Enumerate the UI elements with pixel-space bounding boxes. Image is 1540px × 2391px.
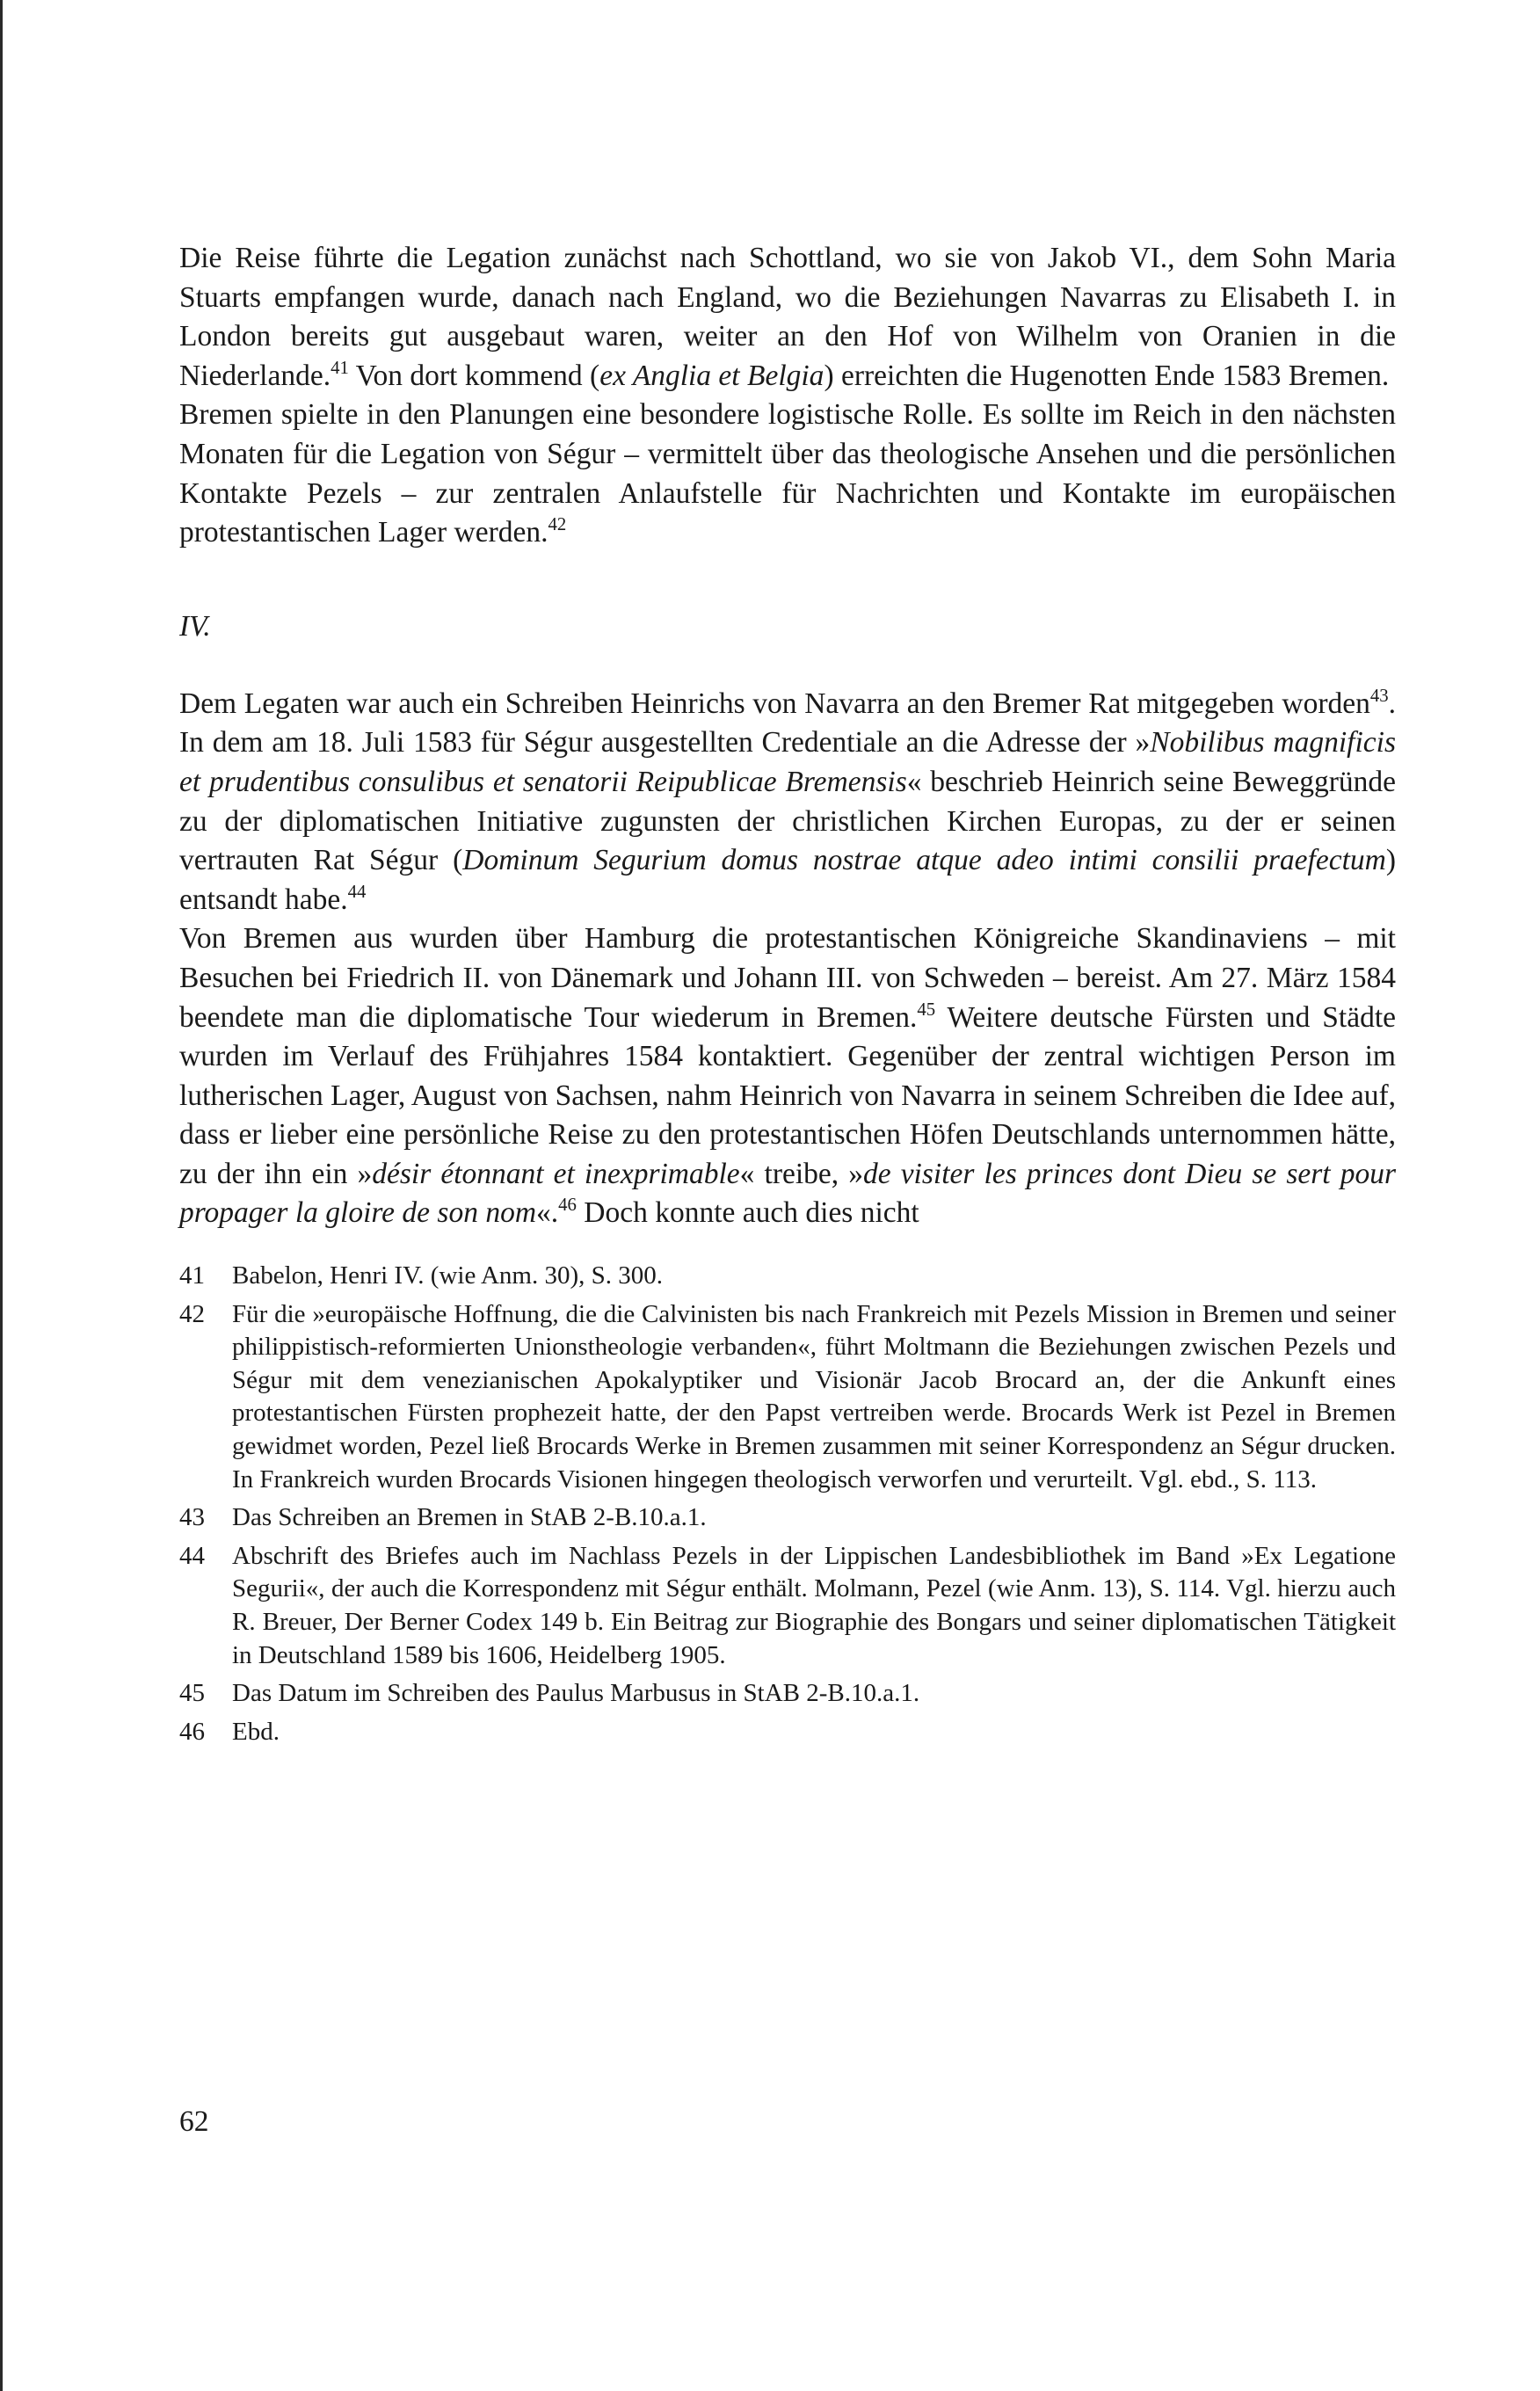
paragraph bbox=[179, 239, 1396, 396]
text-run: «. bbox=[536, 1196, 559, 1230]
italic-run: désir étonnant et inexprimable bbox=[372, 1157, 740, 1190]
footnote-text: Das Datum im Schreiben des Paulus Marbusus in StAB 2-B.10.a.1. bbox=[232, 1679, 920, 1708]
footnote-text: Für die »europäische Hoffnung, die die Calvinisten bis nach Frankreich mit Pezels Mission in Bremen und seiner philippistisch-reformierten Unionstheologie verbanden«, führt Moltmann die Beziehungen zwischen Pezels und Ségur mit dem venezianischen Apokalyptiker und Visionär Jacob Brocard an, der die Ankunft eines protestantischen Fürsten prophezeit hatte, der den Papst vertreiben werde. Brocards Werk ist Pezel in Bremen gewidmet worden, Pezel ließ Brocards Werke in Bremen zusammen mit seiner Korrespondenz an Ségur drucken. In Frankreich wurden Brocards Visionen hingegen theologisch verworfen und verurteilt. Vgl. ebd., S. 113. bbox=[232, 1299, 1396, 1493]
text-run: « beschrieb Heinrich seine Beweggründe zu der diplomatischen Initiative zugunsten der christlichen Kirchen Europas, zu der er seinen vertrauten Rat Ségur ( bbox=[179, 765, 1396, 877]
italic-run: Nobilibus magnificis et prudentibus consulibus et senatorii Reipublicae Bremensis bbox=[179, 726, 1396, 798]
footnote-number: 44 bbox=[179, 1541, 205, 1570]
text-run: ) entsandt habe. bbox=[179, 844, 1396, 916]
footnote-text: Ebd. bbox=[232, 1717, 280, 1746]
section-heading: IV. bbox=[179, 609, 211, 643]
footnote bbox=[179, 1677, 1396, 1711]
footnote bbox=[179, 1501, 1396, 1535]
text-run: ) erreichten die Hugenotten Ende 1583 Bremen. bbox=[824, 359, 1390, 392]
text-run: Die Reise führte die Legation zunächst nach Schottland, wo sie von Jakob VI., dem Sohn Maria Stuarts empfangen wurde, danach nach England, wo die Beziehungen Navarras zu Elisabeth I. in London bereits gut ausgebaut waren, weiter an den Hof von Wilhelm von Oranien in die Niederlande. bbox=[179, 242, 1396, 392]
paragraph bbox=[179, 919, 1396, 1233]
italic-run: Dominum Segurium domus nostrae atque adeo intimi consilii praefectum bbox=[462, 844, 1386, 877]
text-run: Doch konnte auch dies nicht bbox=[576, 1196, 919, 1230]
text-run: Von dort kommend ( bbox=[348, 359, 600, 392]
scan-edge bbox=[0, 0, 3, 2391]
text-run: . In dem am 18. Juli 1583 für Ségur ausgestellten Credentiale an die Adresse der » bbox=[179, 687, 1396, 759]
footnote-ref[interactable]: 46 bbox=[558, 1195, 577, 1216]
footnote-text: Babelon, Henri IV. (wie Anm. 30), S. 300. bbox=[232, 1261, 663, 1290]
page-content bbox=[179, 239, 1396, 1748]
text-run: Weitere deutsche Fürsten und Städte wurden im Verlauf des Frühjahres 1584 kontaktiert. Gegenüber der zentral wichtigen Person im lutherischen Lager, August von Sachsen, nahm Heinrich von Navarra in seinem Schreiben die Idee auf, dass er lieber eine persönliche Reise zu den protestantischen Höfen Deutschlands unternommen hätte, zu der ihn ein » bbox=[179, 1000, 1396, 1190]
italic-run: de visiter les princes dont Dieu se sert pour propager la gloire de son nom bbox=[179, 1157, 1396, 1230]
footnote-text: Das Schreiben an Bremen in StAB 2-B.10.a.1. bbox=[232, 1503, 707, 1532]
body-text-part-2 bbox=[179, 685, 1396, 1233]
footnote bbox=[179, 1540, 1396, 1672]
footnote-ref[interactable]: 41 bbox=[331, 357, 349, 378]
footnote-ref[interactable]: 45 bbox=[917, 999, 936, 1020]
paragraph bbox=[179, 685, 1396, 920]
page-number: 62 bbox=[179, 2105, 209, 2138]
text-run: Von Bremen aus wurden über Hamburg die protestantischen Königreiche Skandinaviens – mit Besuchen bei Friedrich II. von Dänemark und Johann III. von Schweden – bereist. Am 27. März 1584 beendete man die diplomatische Tour wiederum in Bremen. bbox=[179, 922, 1396, 1034]
footnote-ref[interactable]: 43 bbox=[1369, 685, 1389, 706]
footnote bbox=[179, 1260, 1396, 1293]
italic-run: ex Anglia et Belgia bbox=[599, 359, 824, 392]
footnote-text: Abschrift des Briefes auch im Nachlass Pezels in der Lippischen Landesbibliothek im Band »Ex Legatione Segurii«, der auch die Korrespondenz mit Ségur enthält. Molmann, Pezel (wie Anm. 13), S. 114. Vgl. hierzu auch R. Breuer, Der Berner Codex 149 b. Ein Beitrag zur Biographie des Bongars und seiner diplomatischen Tätigkeit in Deutschland 1589 bis 1606, Heidelberg 1905. bbox=[232, 1541, 1396, 1669]
paragraph bbox=[179, 396, 1396, 552]
footnotes bbox=[179, 1260, 1396, 1748]
body-text-part-1 bbox=[179, 239, 1396, 553]
footnote-ref[interactable]: 44 bbox=[347, 881, 367, 902]
footnote-number: 43 bbox=[179, 1503, 205, 1532]
footnote bbox=[179, 1716, 1396, 1749]
footnote-number: 45 bbox=[179, 1679, 205, 1708]
text-run: « treibe, » bbox=[739, 1157, 863, 1190]
footnote-number: 42 bbox=[179, 1299, 205, 1328]
footnote-number: 41 bbox=[179, 1261, 205, 1290]
text-run: Dem Legaten war auch ein Schreiben Heinrichs von Navarra an den Bremer Rat mitgegeben worden bbox=[179, 687, 1370, 720]
footnote-ref[interactable]: 42 bbox=[548, 514, 567, 535]
footnote bbox=[179, 1298, 1396, 1497]
footnote-number: 46 bbox=[179, 1717, 205, 1746]
text-run: Bremen spielte in den Planungen eine besondere logistische Rolle. Es sollte im Reich in den nächsten Monaten für die Legation von Ségur – vermittelt über das theologische Ansehen und die persönlichen Kontakte Pezels – zur zentralen Anlaufstelle für Nachrichten und Kontakte im europäischen protestantischen Lager werden. bbox=[179, 398, 1396, 549]
